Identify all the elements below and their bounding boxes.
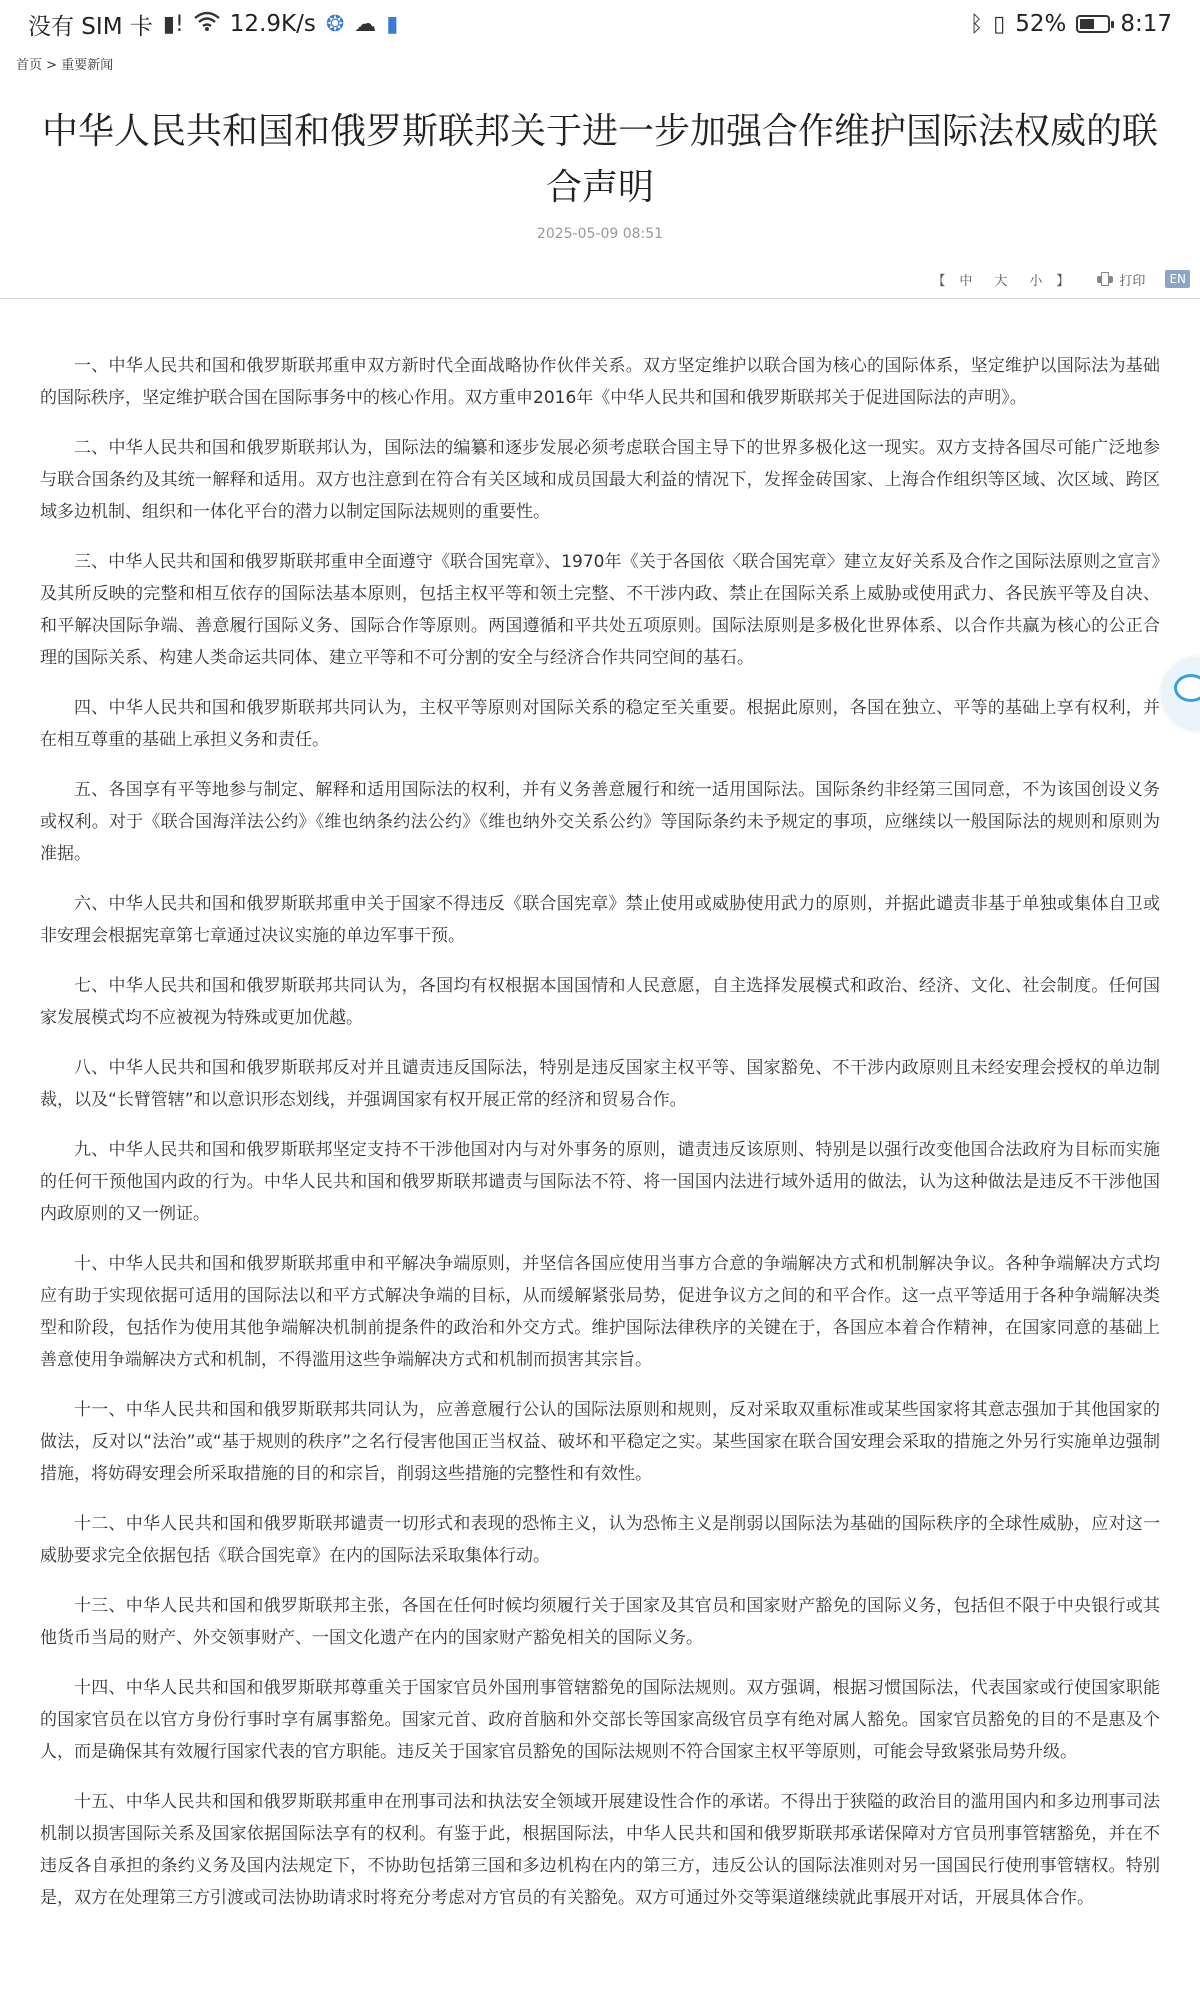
font-size-bracket-open: 【 <box>932 273 946 289</box>
print-button[interactable] <box>1097 270 1145 289</box>
font-size-medium-button[interactable]: 大 <box>994 273 1008 289</box>
article-body <box>40 350 1160 1932</box>
bluetooth-icon: ᛒ <box>969 11 984 37</box>
floating-chat-button[interactable] <box>1162 658 1200 730</box>
breadcrumb-section[interactable]: 重要新闻 <box>61 58 114 73</box>
status-bar <box>0 0 1200 48</box>
breadcrumb-home[interactable]: 首页 <box>16 58 43 73</box>
article-paragraph: 五、各国享有平等地参与制定、解释和适用国际法的权利，并有义务善意履行和统一适用国际法。国际条约非经第三国同意，不为该国创设义务或权利。对于《联合国海洋法公约》《维也纳条约法公约》《维也纳外交关系公约》等国际条约未予规定的事项，应继续以一般国际法的规则和原则为准据。 <box>40 780 1160 864</box>
font-size-small-button[interactable]: 小 <box>1029 273 1043 289</box>
article-paragraph: 十二、中华人民共和国和俄罗斯联邦谴责一切形式和表现的恐怖主义，认为恐怖主义是削弱以国际法为基础的国际秩序的全球性威胁，应对这一威胁要求完全依据包括《联合国宪章》在内的国际法采取集体行动。 <box>40 1514 1160 1566</box>
article-paragraph: 十三、中华人民共和国和俄罗斯联邦主张，各国在任何时候均须履行关于国家及其官员和国家财产豁免的国际义务，包括但不限于中央银行或其他货币当局的财产、外交领事财产、一国文化遗产在内的国家财产豁免相关的国际义务。 <box>40 1596 1160 1648</box>
article-paragraph: 十、中华人民共和国和俄罗斯联邦重申和平解决争端原则，并坚信各国应使用当事方合意的争端解决方式和机制解决争议。各种争端解决方式均应有助于实现依据可适用的国际法以和平方式解决争端的目标，从而缓解紧张局势，促进争议方之间的和平合作。这一点平等适用于各种争端解决类型和阶段，包括作为使用其他争端解决机制前提条件的政治和外交方式。维护国际法律秩序的关键在于，各国应本着合作精神，在国家同意的基础上善意使用争端解决方式和机制，不得滥用这些争端解决方式和机制而损害其宗旨。 <box>40 1254 1160 1370</box>
title-divider <box>0 298 1200 299</box>
carrier-text: 没有 SIM 卡 <box>28 13 153 40</box>
publish-date: 2025-05-09 08:51 <box>536 226 664 242</box>
pause-indicator-icon: ▮ <box>386 11 399 37</box>
font-size-bracket-close: 】 <box>1056 273 1070 289</box>
page-title: 中华人民共和国和俄罗斯联邦关于进一步加强合作维护国际法权威的联合声明 <box>41 111 1158 208</box>
clock: 8:17 <box>1120 11 1172 37</box>
article-paragraph: 二、中华人民共和国和俄罗斯联邦认为，国际法的编纂和逐步发展必须考虑联合国主导下的世界多极化这一现实。双方支持各国尽可能广泛地参与联合国条约及其统一解释和适用。双方也注意到在符合有关区域和成员国最大利益的情况下，发挥金砖国家、上海合作组织等区域、次区域、跨区域多边机制、组织和一体化平台的潜力以制定国际法规则的重要性。 <box>40 438 1160 522</box>
english-version-button[interactable]: EN <box>1165 270 1190 288</box>
network-speed: 12.9K/s <box>229 11 316 37</box>
battery-icon <box>1076 15 1110 33</box>
breadcrumb <box>16 54 113 73</box>
article-paragraph: 三、中华人民共和国和俄罗斯联邦重申全面遵守《联合国宪章》、1970年《关于各国依〈联合国宪章〉建立友好关系及合作之国际法原则之宣言》及其所反映的完整和相互依存的国际法基本原则，包括主权平等和领土完整、不干涉内政、禁止在国际关系上威胁或使用武力、各民族平等及自决、和平解决国际争端、善意履行国际义务、国际合作等原则。两国遵循和平共处五项原则。国际法原则是多极化世界体系、以合作共赢为核心的公正合理的国际关系、构建人类命运共同体、建立平等和不可分割的安全与经济合作共同空间的基石。 <box>40 552 1160 668</box>
app-notification-icon: ❂ <box>325 11 345 37</box>
article-paragraph: 十一、中华人民共和国和俄罗斯联邦共同认为，应善意履行公认的国际法原则和规则，反对采取双重标准或某些国家将其意志强加于其他国家的做法，反对以“法治”或“基于规则的秩序”之名行侵害他国正当权益、破坏和平稳定之实。某些国家在联合国安理会采取的措施之外另行实施单边强制措施，将妨碍安理会所采取措施的目的和宗旨，削弱这些措施的完整性和有效性。 <box>40 1400 1160 1484</box>
chat-bubble-icon <box>1174 674 1200 702</box>
vibrate-icon: ▯ <box>993 11 1006 37</box>
wifi-icon <box>194 11 220 37</box>
article-paragraph: 八、中华人民共和国和俄罗斯联邦反对并且谴责违反国际法，特别是违反国家主权平等、国家豁免、不干涉内政原则且未经安理会授权的单边制裁，以及“长臂管辖”和以意识形态划线，并强调国家有权开展正常的经济和贸易合作。 <box>40 1058 1160 1110</box>
article-paragraph: 九、中华人民共和国和俄罗斯联邦坚定支持不干涉他国对内与对外事务的原则，谴责违反该原则、特别是以强行改变他国合法政府为目标而实施的任何干预他国内政的行为。中华人民共和国和俄罗斯联邦谴责与国际法不符、将一国国内法进行域外适用的做法，认为这种做法是违反不干涉他国内政原则的又一例证。 <box>40 1140 1160 1224</box>
article-paragraph: 十四、中华人民共和国和俄罗斯联邦尊重关于国家官员外国刑事管辖豁免的国际法规则。双方强调，根据习惯国际法，代表国家或行使国家职能的国家官员在以官方身份行事时享有属事豁免。国家元首、政府首脑和外交部长等国家高级官员享有绝对属人豁免。国家官员豁免的目的不是惠及个人，而是确保其有效履行国家代表的官方职能。违反关于国家官员豁免的国际法规则不符合国家主权平等原则，可能会导致紧张局势升级。 <box>40 1678 1160 1762</box>
printer-icon <box>1097 272 1113 286</box>
article-paragraph: 七、中华人民共和国和俄罗斯联邦共同认为，各国均有权根据本国国情和人民意愿，自主选择发展模式和政治、经济、文化、社会制度。任何国家发展模式均不应被视为特殊或更加优越。 <box>40 976 1160 1028</box>
print-label: 打印 <box>1119 273 1146 289</box>
article-tools <box>932 266 1190 292</box>
breadcrumb-separator: > <box>46 58 58 73</box>
article-paragraph: 六、中华人民共和国和俄罗斯联邦重申关于国家不得违反《联合国宪章》禁止使用或威胁使用武力的原则，并据此谴责非基于单独或集体自卫或非安理会根据宪章第七章通过决议实施的单边军事干预。 <box>40 894 1160 946</box>
article-paragraph: 十五、中华人民共和国和俄罗斯联邦重申在刑事司法和执法安全领域开展建设性合作的承诺。不得出于狭隘的政治目的滥用国内和多边刑事司法机制以损害国际关系及国家依据国际法享有的权利。有鉴于此，根据国际法，中华人民共和国和俄罗斯联邦承诺保障对方官员刑事管辖豁免，并在不违反各自承担的条约义务及国内法规定下，不协助包括第三国和多边机构在内的第三方，违反公认的国际法准则对另一国国民行使刑事管辖权。特别是，双方在处理第三方引渡或司法协助请求时将充分考虑对方官员的有关豁免。双方可通过外交等渠道继续就此事展开对话，开展具体合作。 <box>40 1792 1160 1908</box>
article-paragraph: 一、中华人民共和国和俄罗斯联邦重申双方新时代全面战略协作伙伴关系。双方坚定维护以联合国为核心的国际体系，坚定维护以国际法为基础的国际秩序，坚定维护联合国在国际事务中的核心作用。双方重申2016年《中华人民共和国和俄罗斯联邦关于促进国际法的声明》。 <box>40 356 1160 408</box>
battery-fill <box>1080 19 1094 29</box>
battery-percent: 52% <box>1015 11 1067 37</box>
status-bar-right <box>970 11 1172 37</box>
cloud-icon: ☁ <box>354 11 377 37</box>
article-paragraph: 四、中华人民共和国和俄罗斯联邦共同认为，主权平等原则对国际关系的稳定至关重要。根据此原则，各国在独立、平等的基础上享有权利，并在相互尊重的基础上承担义务和责任。 <box>40 698 1160 750</box>
status-bar-left <box>28 8 398 41</box>
sim-alert-icon: ▮! <box>162 11 184 37</box>
font-size-large-button[interactable]: 中 <box>959 273 973 289</box>
